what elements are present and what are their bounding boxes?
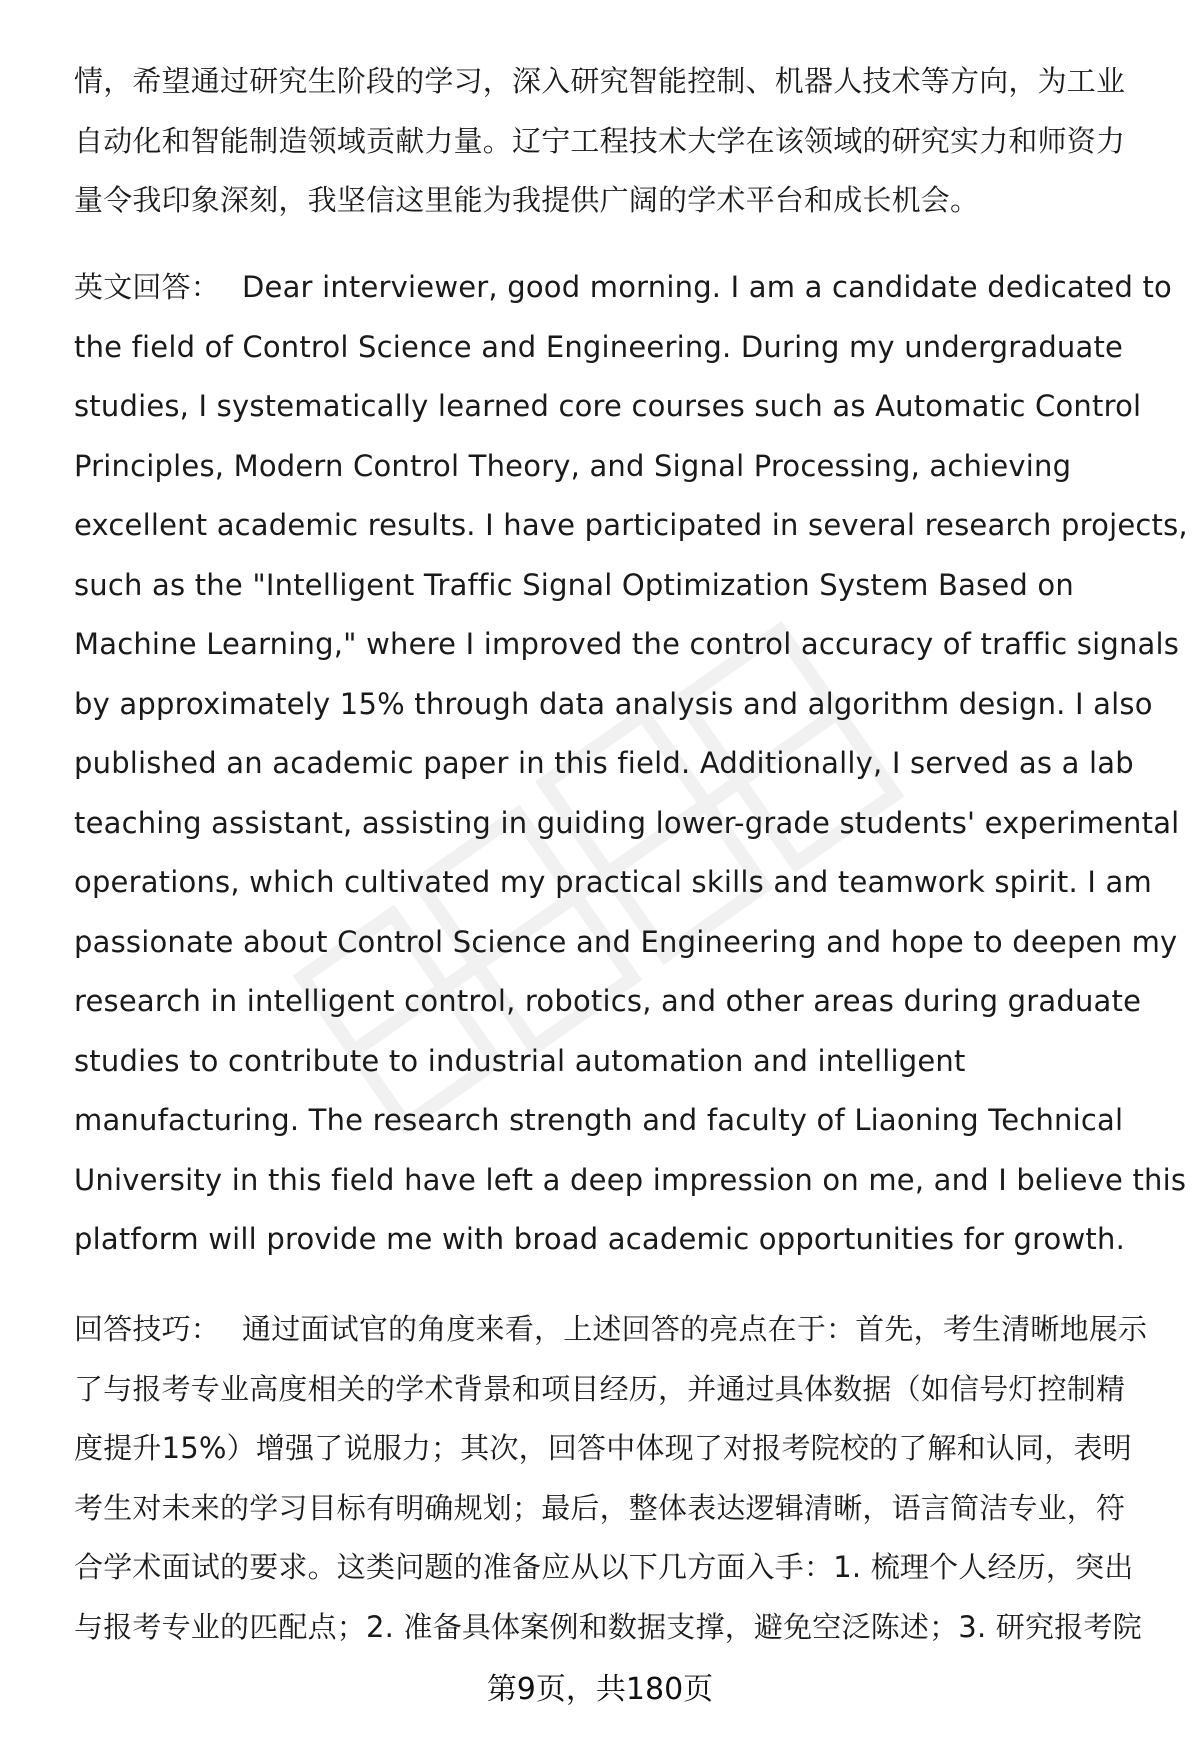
text-line: 与报考专业的匹配点；2. 准备具体案例和数据支撑，避免空泛陈述；3. 研究报考院 (74, 1609, 1142, 1644)
text-line: manufacturing. The research strength and faculty of Liaoning Technical (74, 1103, 1124, 1137)
paragraph-continuation (74, 52, 1166, 231)
text-line: University in this field have left a deep impression on me, and I believe this (74, 1162, 1187, 1197)
text-line (74, 258, 1172, 318)
text-line: operations, which cultivated my practical skills and teamwork spirit. I am (74, 865, 1152, 899)
text-line-content: 通过面试官的角度来看，上述回答的亮点在于：首先，考生清晰地展示 (242, 1312, 1148, 1346)
text-line: 合学术面试的要求。这类问题的准备应从以下几方面入手：1. 梳理个人经历，突出 (74, 1550, 1134, 1584)
text-line: studies, I systematically learned core courses such as Automatic Control (74, 389, 1142, 423)
text-line (74, 1300, 1166, 1360)
text-line: 自动化和智能制造领域贡献力量。辽宁工程技术大学在该领域的研究实力和师资力 (74, 123, 1126, 158)
text-line: 度提升15%）增强了说服力；其次，回答中体现了对报考院校的了解和认同，表明 (74, 1431, 1132, 1465)
text-line: 考生对未来的学习目标有明确规划；最后，整体表达逻辑清晰，语言简洁专业，符 (74, 1490, 1126, 1525)
text-line: passionate about Control Science and Engineering and hope to deepen my (74, 924, 1178, 959)
text-line: the field of Control Science and Engineering. During my undergraduate (74, 329, 1124, 364)
page-number-footer: 第9页，共180页 (486, 1672, 714, 1707)
answer-tips-paragraph (74, 1300, 1166, 1657)
text-line: 情，希望通过研究生阶段的学习，深入研究智能控制、机器人技术等方向，为工业 (74, 64, 1126, 98)
text-line: Machine Learning," where I improved the control accuracy of traffic signals (74, 627, 1180, 661)
text-line-content: Dear interviewer, good morning. I am a candidate dedicated to (242, 270, 1172, 304)
text-line: excellent academic results. I have participated in several research projects, (74, 508, 1188, 542)
text-line: by approximately 15% through data analysis and algorithm design. I also (74, 686, 1153, 721)
text-line: teaching assistant, assisting in guiding lower-grade students' experimental (74, 805, 1180, 840)
text-line: platform will provide me with broad academic opportunities for growth. (74, 1222, 1125, 1256)
text-line: studies to contribute to industrial automation and intelligent (74, 1043, 966, 1078)
text-line: 量令我印象深刻，我坚信这里能为我提供广阔的学术平台和成长机会。 (74, 183, 980, 217)
text-line: 了与报考专业高度相关的学术背景和项目经历，并通过具体数据（如信号灯控制精 (74, 1371, 1126, 1406)
text-line: published an academic paper in this field. Additionally, I served as a lab (74, 746, 1134, 780)
text-line: research in intelligent control, robotics, and other areas during graduate (74, 984, 1142, 1018)
text-line: such as the "Intelligent Traffic Signal Optimization System Based on (74, 567, 1074, 602)
english-answer-label: 英文回答： (74, 270, 221, 304)
english-answer-paragraph (74, 258, 1188, 1270)
answer-tips-label: 回答技巧： (74, 1312, 221, 1346)
text-line: Principles, Modern Control Theory, and Signal Processing, achieving (74, 448, 1072, 483)
